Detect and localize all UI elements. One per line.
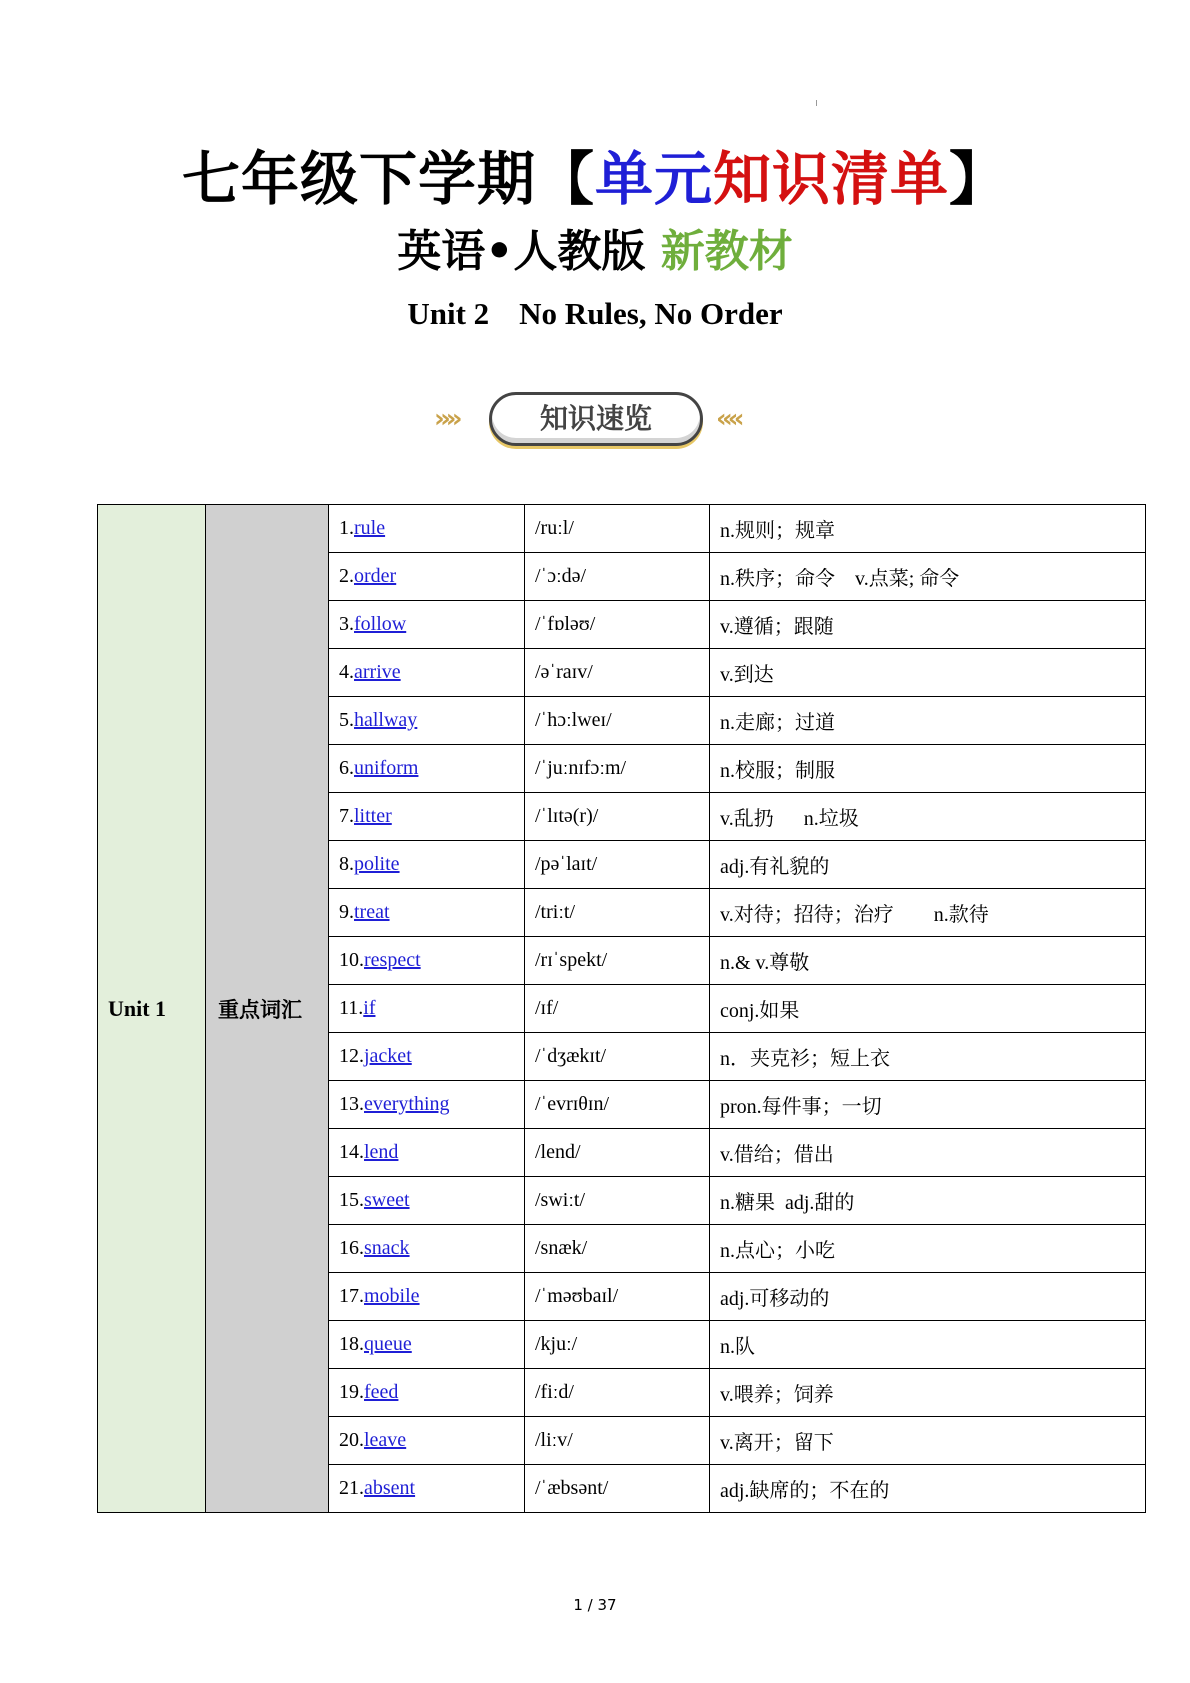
meaning-cell: pron.每件事；一切 [710,1081,1146,1129]
page-number: 1 / 37 [573,1596,617,1614]
chevron-right-icon: »» [434,404,458,434]
word-number: 6. [339,757,354,779]
word-number: 1. [339,517,354,539]
word-number: 10. [339,949,364,971]
unit-number: Unit 2 [407,296,490,331]
word-cell [329,889,525,937]
word-cell [329,1321,525,1369]
word-number: 20. [339,1429,364,1451]
word-cell [329,601,525,649]
phonetic-cell: /ˈhɔːlweɪ/ [525,697,710,745]
phonetic-cell: /triːt/ [525,889,710,937]
page-title: 七年级下学期【单元知识清单】 [181,145,1009,213]
word-cell [329,745,525,793]
phonetic-cell: /ˈməʊbaɪl/ [525,1273,710,1321]
word-number: 15. [339,1189,364,1211]
word-link[interactable]: sweet [364,1189,410,1211]
word-link[interactable]: everything [364,1093,450,1115]
phonetic-cell: /snæk/ [525,1225,710,1273]
word-number: 14. [339,1141,364,1163]
word-cell [329,553,525,601]
word-number: 13. [339,1093,364,1115]
meaning-cell: v.乱扔 n.垃圾 [710,793,1146,841]
meaning-cell: n.糖果 adj.甜的 [710,1177,1146,1225]
phonetic-cell: /swiːt/ [525,1177,710,1225]
word-number: 5. [339,709,354,731]
word-cell [329,1465,525,1513]
word-number: 2. [339,565,354,587]
phonetic-cell: /pəˈlaɪt/ [525,841,710,889]
unit-title: No Rules, No Order [519,296,783,331]
word-link[interactable]: follow [354,613,407,635]
word-link[interactable]: treat [354,901,390,923]
word-cell [329,1225,525,1273]
meaning-cell: v.遵循；跟随 [710,601,1146,649]
word-link[interactable]: jacket [364,1045,412,1067]
word-cell [329,1273,525,1321]
word-cell [329,1177,525,1225]
meaning-cell: n.校服；制服 [710,745,1146,793]
meaning-cell: n.点心；小吃 [710,1225,1146,1273]
meaning-cell: n.队 [710,1321,1146,1369]
phonetic-cell: /rɪˈspekt/ [525,937,710,985]
word-cell [329,649,525,697]
phonetic-cell: /lend/ [525,1129,710,1177]
vocab-table-body [98,505,1146,1513]
phonetic-cell: /ˈevrɪθɪn/ [525,1081,710,1129]
phonetic-cell: /liːv/ [525,1417,710,1465]
section-badge-label: 知识速览 [489,392,703,446]
meaning-cell: adj.可移动的 [710,1273,1146,1321]
section-badge [0,392,1190,452]
meaning-cell: n.规则；规章 [710,505,1146,553]
word-number: 7. [339,805,354,827]
word-link[interactable]: absent [364,1477,416,1499]
word-cell [329,1417,525,1465]
word-cell [329,1129,525,1177]
word-link[interactable]: polite [354,853,400,875]
category-cell: 重点词汇 [206,505,329,1513]
word-number: 11. [339,997,364,1019]
chevron-left-icon: «« [716,404,740,434]
word-cell [329,505,525,553]
word-link[interactable]: order [354,565,397,587]
word-link[interactable]: queue [364,1333,412,1355]
word-link[interactable]: leave [364,1429,407,1451]
word-link[interactable]: uniform [354,757,419,779]
meaning-cell: n.& v.尊敬 [710,937,1146,985]
word-link[interactable]: hallway [354,709,418,731]
meaning-cell: n.秩序；命令 v.点菜; 命令 [710,553,1146,601]
phonetic-cell: /ˈdʒækɪt/ [525,1033,710,1081]
word-cell [329,697,525,745]
word-cell [329,841,525,889]
phonetic-cell: /fiːd/ [525,1369,710,1417]
word-link[interactable]: rule [354,517,386,539]
word-link[interactable]: if [363,997,376,1019]
word-cell [329,1081,525,1129]
phonetic-cell: /kjuː/ [525,1321,710,1369]
meaning-cell: v.离开；留下 [710,1417,1146,1465]
word-number: 17. [339,1285,364,1307]
meaning-cell: v.对待；招待；治疗 n.款待 [710,889,1146,937]
word-link[interactable]: mobile [364,1285,420,1307]
word-cell [329,937,525,985]
word-link[interactable]: lend [364,1141,399,1163]
phonetic-cell: /ˈjuːnɪfɔːm/ [525,745,710,793]
table-row [98,505,1146,553]
unit-heading [0,294,1190,334]
meaning-cell: v.喂养；饲养 [710,1369,1146,1417]
word-cell [329,1369,525,1417]
meaning-cell: n.走廊；过道 [710,697,1146,745]
meaning-cell: n．夹克衫；短上衣 [710,1033,1146,1081]
meaning-cell: conj.如果 [710,985,1146,1033]
word-link[interactable]: snack [364,1237,410,1259]
meaning-cell: v.借给；借出 [710,1129,1146,1177]
word-link[interactable]: litter [354,805,392,827]
word-number: 16. [339,1237,364,1259]
word-number: 18. [339,1333,364,1355]
word-number: 3. [339,613,354,635]
phonetic-cell: /ɪf/ [525,985,710,1033]
page-subtitle: 英语•人教版 新教材 [397,226,793,277]
word-link[interactable]: arrive [354,661,401,683]
phonetic-cell: /ˈfɒləʊ/ [525,601,710,649]
page-mark [816,100,817,106]
word-number: 21. [339,1477,364,1499]
word-number: 4. [339,661,354,683]
word-number: 19. [339,1381,364,1403]
word-number: 9. [339,901,354,923]
word-link[interactable]: respect [364,949,421,971]
phonetic-cell: /ˈæbsənt/ [525,1465,710,1513]
phonetic-cell: /ruːl/ [525,505,710,553]
word-cell [329,793,525,841]
meaning-cell: v.到达 [710,649,1146,697]
word-number: 12. [339,1045,364,1067]
vocab-table [97,504,1146,1513]
phonetic-cell: /əˈraɪv/ [525,649,710,697]
phonetic-cell: /ˈɔːdə/ [525,553,710,601]
meaning-cell: adj.有礼貌的 [710,841,1146,889]
word-cell [329,985,525,1033]
word-number: 8. [339,853,354,875]
word-cell [329,1033,525,1081]
unit-cell: Unit 1 [98,505,206,1513]
phonetic-cell: /ˈlɪtə(r)/ [525,793,710,841]
word-link[interactable]: feed [364,1381,399,1403]
meaning-cell: adj.缺席的；不在的 [710,1465,1146,1513]
